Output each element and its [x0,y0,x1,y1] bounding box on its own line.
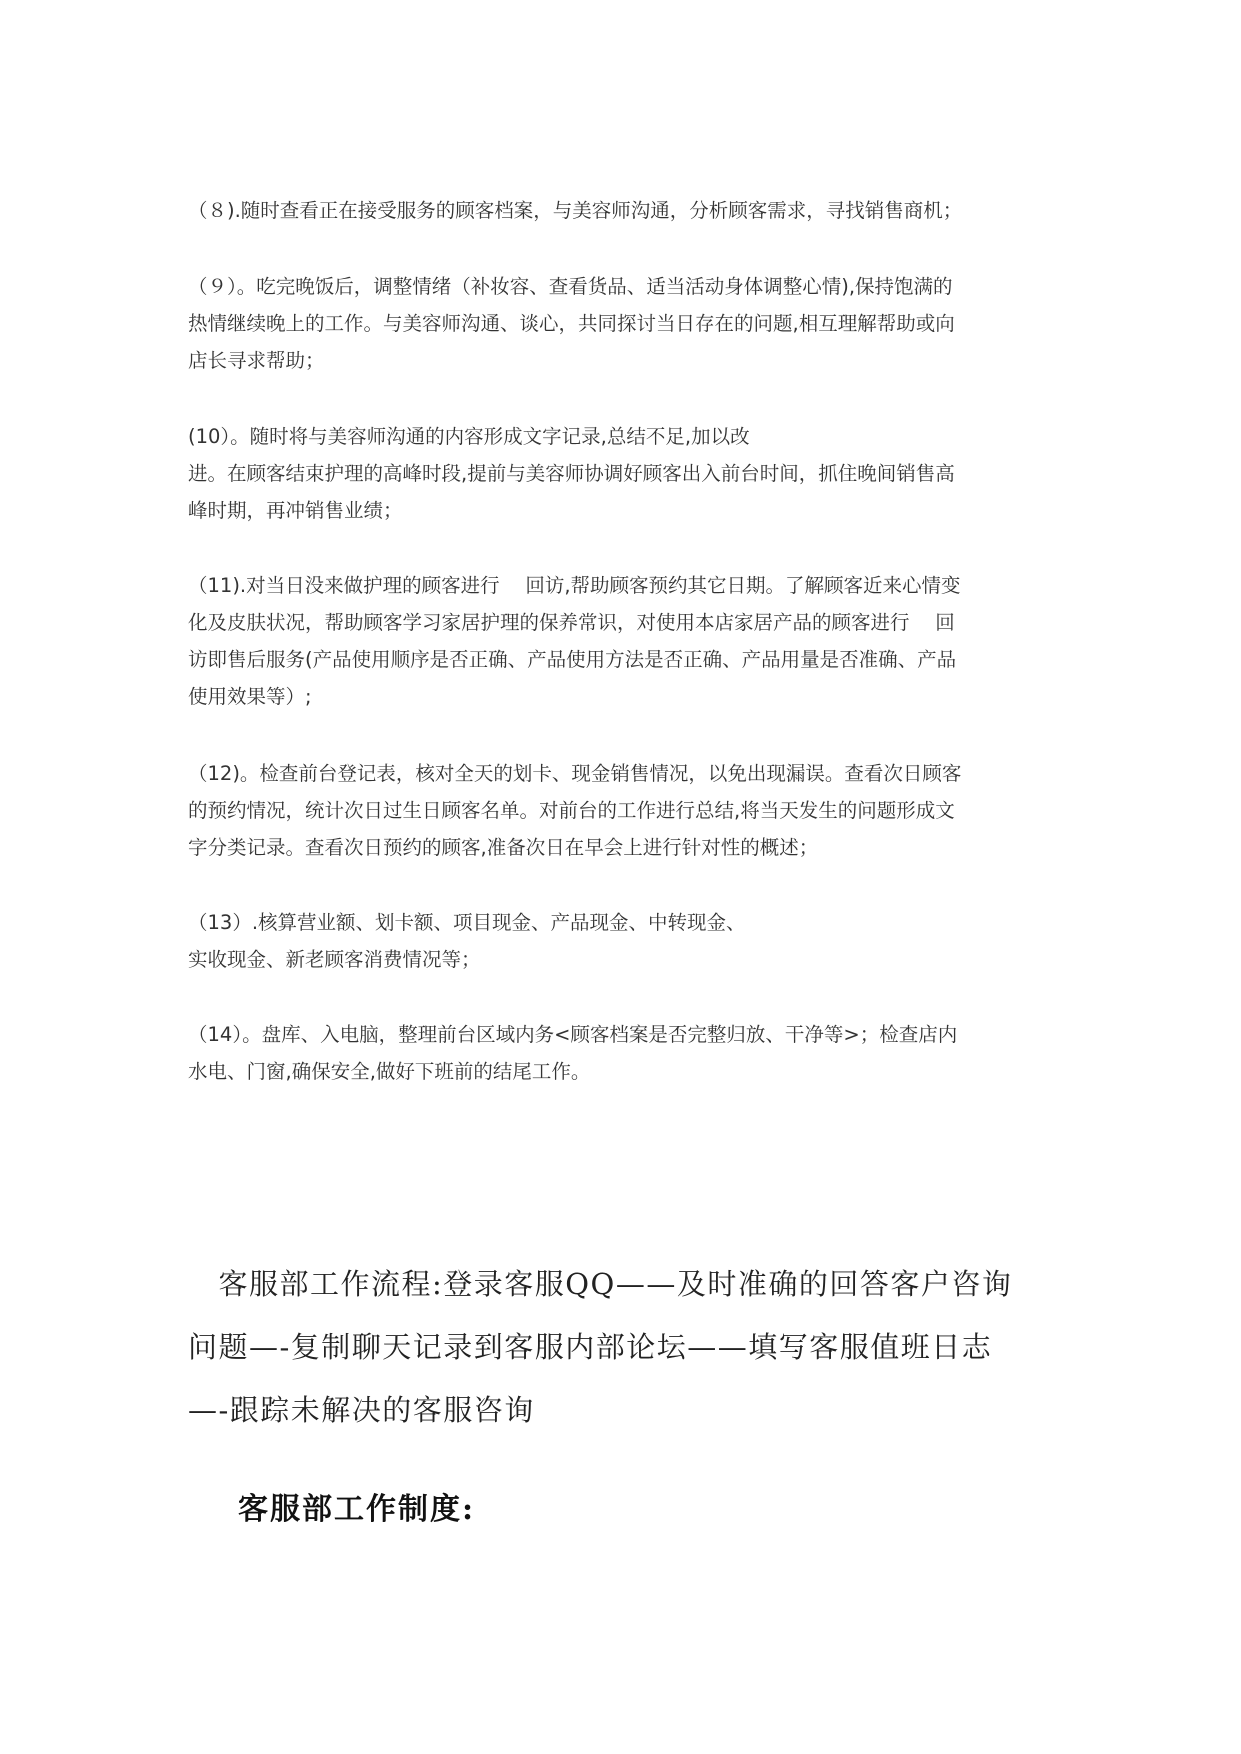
paragraph-line: （14）。盘库、入电脑，整理前台区域内务<顾客档案是否完整归放、干净等>；检查店内 [188,1023,958,1046]
paragraph-line: （11).对当日没来做护理的顾客进行 回访,帮助顾客预约其它日期。了解顾客近来心情变 [188,574,961,597]
paragraph-line: 的预约情况，统计次日过生日顾客名单。对前台的工作进行总结,将当天发生的问题形成文 [188,799,955,822]
paragraph-line: 水电、门窗,确保安全,做好下班前的结尾工作。 [188,1060,591,1083]
paragraph-line: （12)。检查前台登记表，核对全天的划卡、现金销售情况，以免出现漏误。查看次日顾客 [188,762,962,785]
procedure-item-13 [188,904,1058,978]
paragraph-line: 访即售后服务(产品使用顺序是否正确、产品使用方法是否正确、产品用量是否准确、产品 [188,648,957,671]
paragraph-line: （８).随时查看正在接受服务的顾客档案，与美容师沟通，分析顾客需求，寻找销售商机； [188,199,963,222]
procedure-item-8 [188,192,1058,229]
paragraph-line: 热情继续晚上的工作。与美容师沟通、谈心，共同探讨当日存在的问题,相互理解帮助或向 [188,312,955,335]
procedure-item-12 [188,755,1058,866]
paragraph-line: （９）。吃完晚饭后，调整情绪（补妆容、查看货品、适当活动身体调整心情),保持饱满的 [188,275,953,298]
paragraph-line: 实收现金、新老顾客消费情况等； [188,948,481,971]
workflow-line: —-跟踪未解决的客服咨询 [188,1393,535,1427]
paragraph-line: 峰时期，再冲销售业绩； [188,499,403,522]
procedure-item-9 [188,268,1058,379]
procedure-item-10 [188,418,1058,529]
workflow-paragraph [188,1253,1068,1442]
workflow-line: 问题—-复制聊天记录到客服内部论坛——填写客服值班日志 [188,1330,993,1364]
paragraph-line: 店长寻求帮助； [188,349,325,372]
paragraph-line: 化及皮肤状况，帮助顾客学习家居护理的保养常识，对使用本店家居产品的顾客进行 回 [188,611,955,634]
section-heading: 客服部工作制度: [238,1492,476,1527]
paragraph-line: （13）.核算营业额、划卡额、项目现金、产品现金、中转现金、 [188,911,746,934]
paragraph-line: 字分类记录。查看次日预约的顾客,准备次日在早会上进行针对性的概述； [188,836,819,859]
procedure-item-14 [188,1016,1058,1090]
paragraph-line: 进。在顾客结束护理的高峰时段,提前与美容师协调好顾客出入前台时间，抓住晚间销售高 [188,462,955,485]
workflow-line: 客服部工作流程:登录客服QQ——及时准确的回答客户咨询 [188,1267,1013,1301]
paragraph-line: 使用效果等）; [188,685,312,708]
procedure-item-11 [188,567,1058,715]
paragraph-line: (10）。随时将与美容师沟通的内容形成文字记录,总结不足,加以改 [188,425,750,448]
